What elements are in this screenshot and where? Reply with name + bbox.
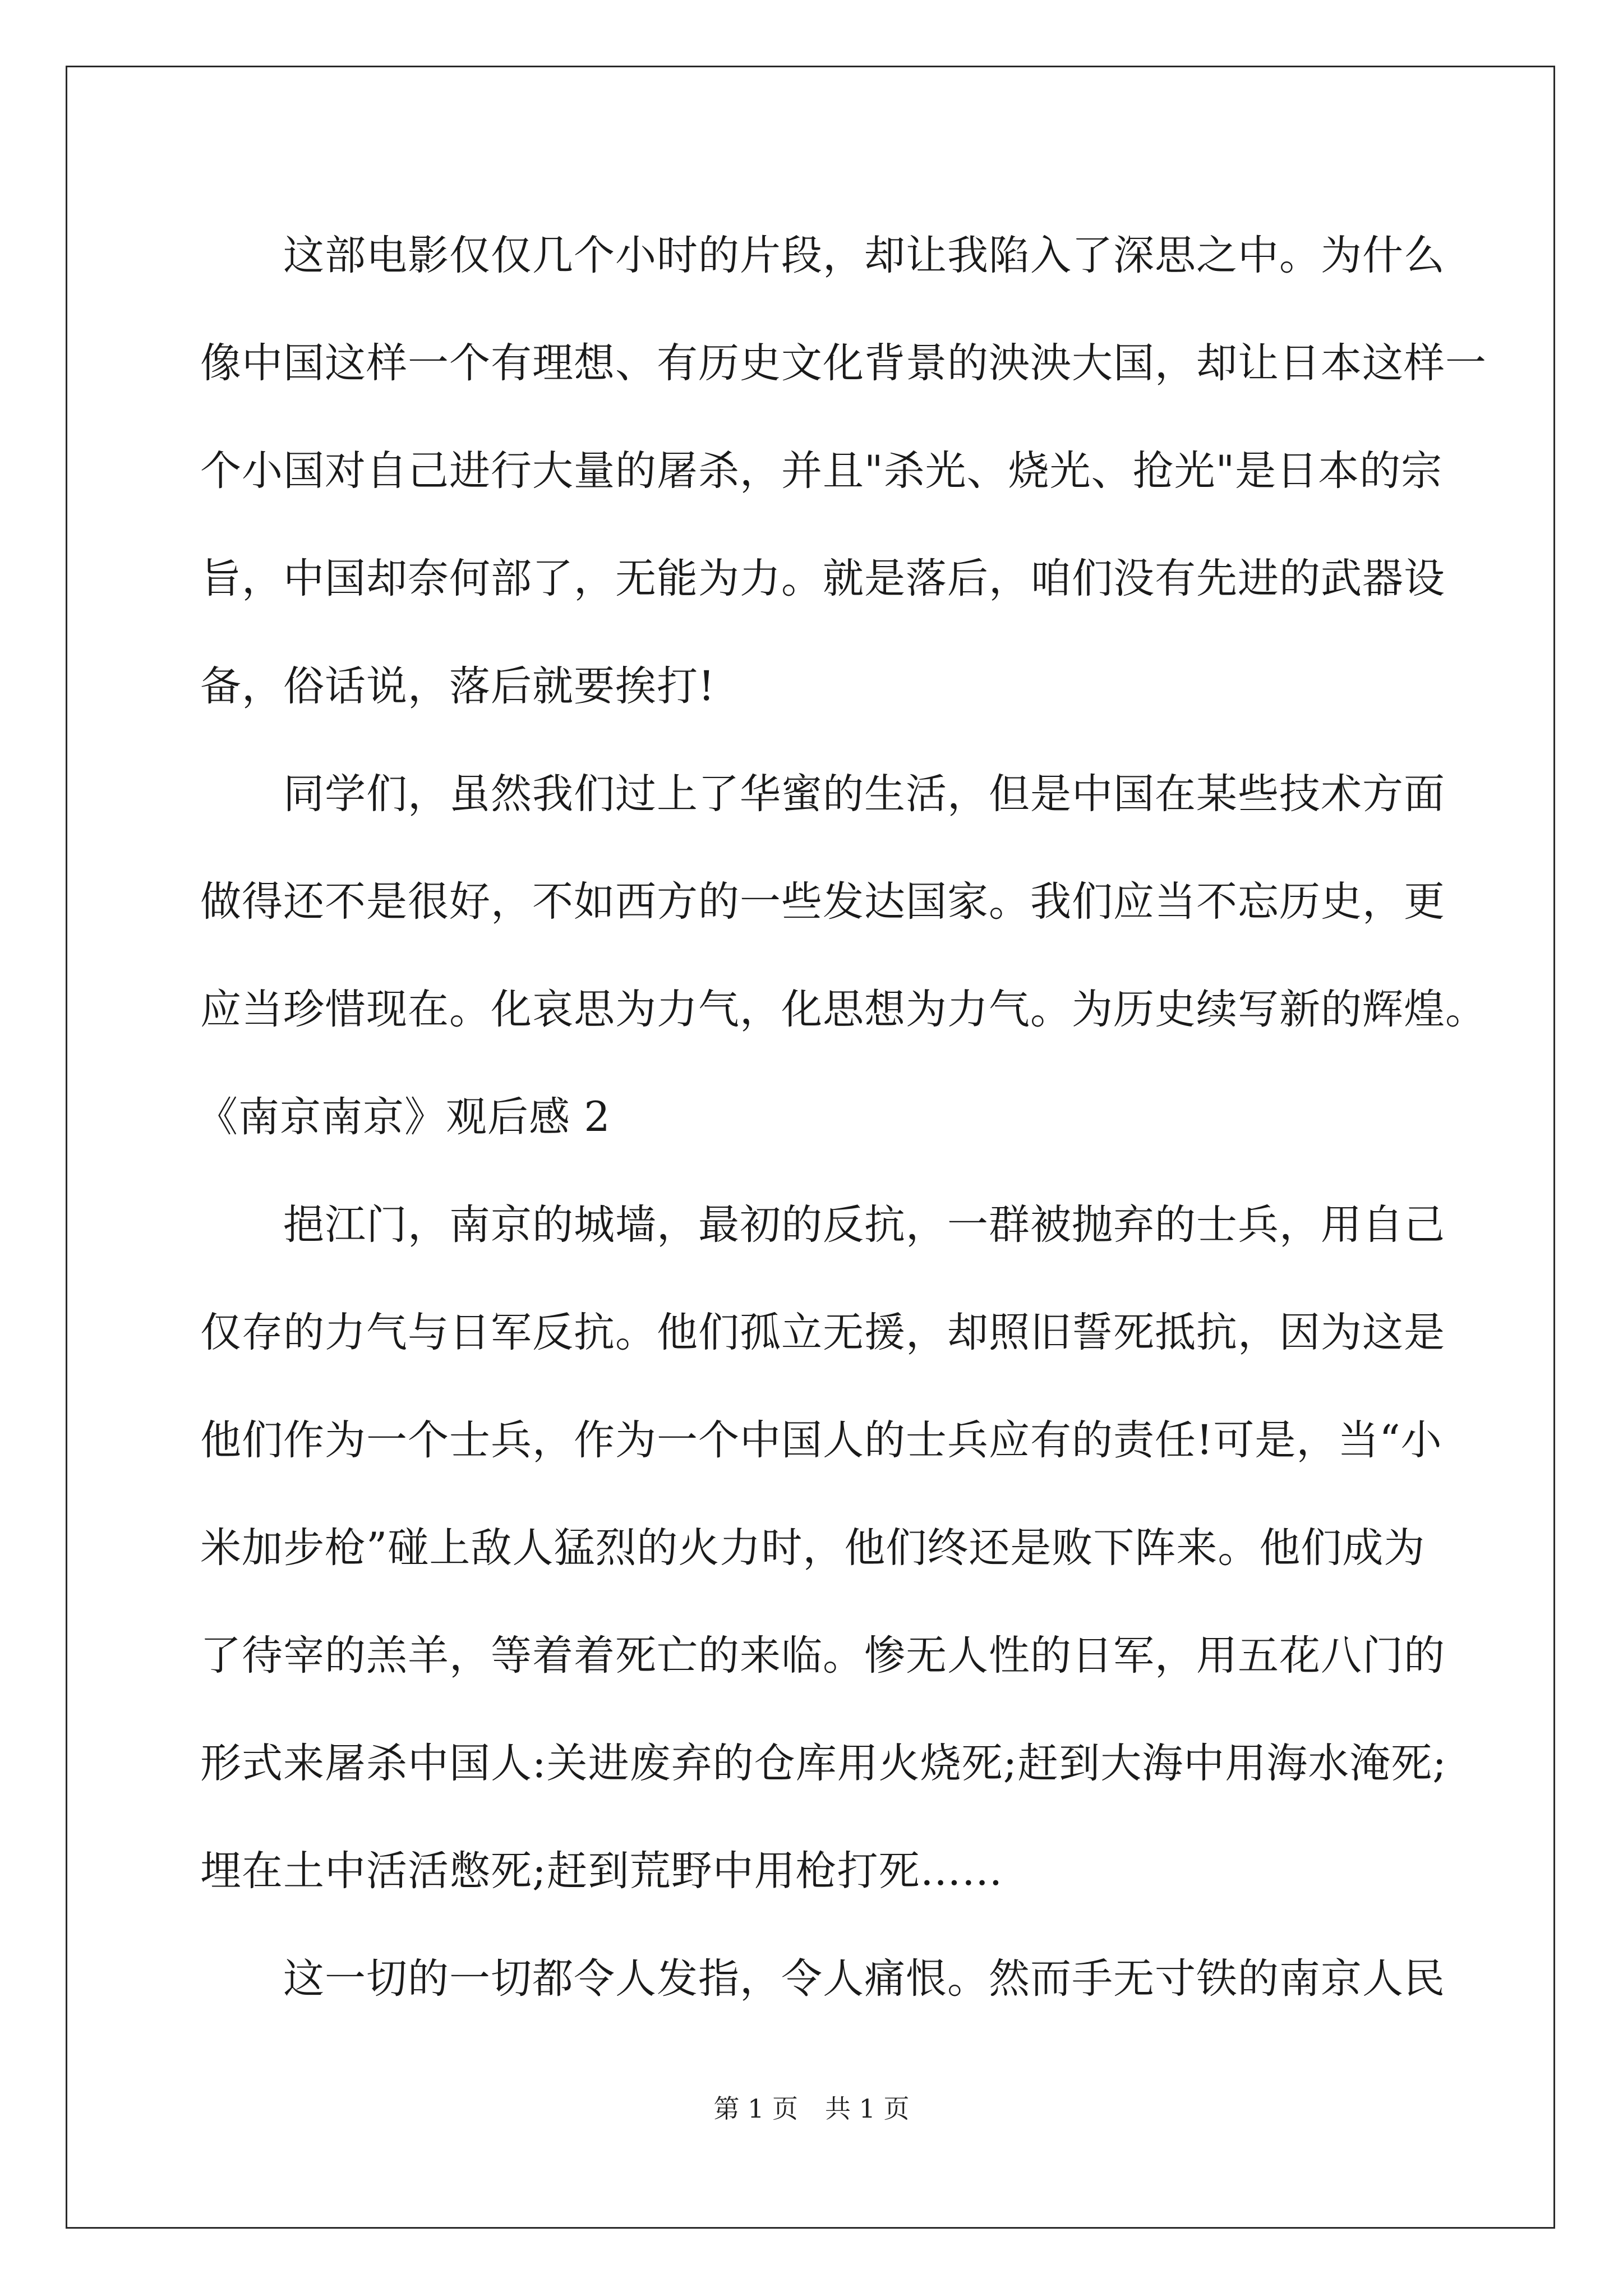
text-line: 仅存的力气与日军反抗。他们孤立无援，却照旧誓死抵抗，因为这是 xyxy=(200,1309,1445,1356)
text-line: 挹江门，南京的城墙，最初的反抗，一群被抛弃的士兵，用自己 xyxy=(283,1201,1445,1249)
paragraph-3 xyxy=(200,1171,1447,1925)
paragraph-2 xyxy=(200,740,1487,1064)
paragraph-4 xyxy=(200,1925,1445,2033)
section-heading: 《南京南京》观后感 2 xyxy=(197,1093,611,1141)
text-line: 备，俗话说，落后就要挨打! xyxy=(200,662,716,710)
text-line: 同学们，虽然我们过上了华蜜的生活，但是中国在某些技术方面 xyxy=(283,770,1445,818)
paragraph-1 xyxy=(200,202,1487,740)
text-line: 应当珍惜现在。化哀思为力气，化思想为力气。为历史续写新的辉煌。 xyxy=(200,986,1487,1033)
text-line: 这一切的一切都令人发指，令人痛恨。然而手无寸铁的南京人民 xyxy=(283,1955,1445,2003)
page-number-total: 共 1 页 xyxy=(825,2093,910,2124)
text-line: 这部电影仅仅几个小时的片段，却让我陷入了深思之中。为什么 xyxy=(283,232,1445,279)
text-line: 做得还不是很好，不如西方的一些发达国家。我们应当不忘历史，更 xyxy=(200,878,1445,926)
page-number-current: 第 1 页 xyxy=(713,2093,798,2124)
text-line: 像中国这样一个有理想、有历史文化背景的泱泱大国，却让日本这样一 xyxy=(200,339,1487,387)
text-line: 了待宰的羔羊，等着着死亡的来临。惨无人性的日军，用五花八门的 xyxy=(200,1632,1445,1680)
text-line: 旨，中国却奈何部了，无能为力。就是落后，咱们没有先进的武器设 xyxy=(200,555,1445,602)
document-body xyxy=(197,202,1487,2033)
text-line: 个小国对自己进行大量的屠杀，并且"杀光、烧光、抢光"是日本的宗 xyxy=(200,447,1443,495)
text-line: 米加步枪”碰上敌人猛烈的火力时，他们终还是败下阵来。他们成为 xyxy=(200,1524,1426,1572)
page-footer xyxy=(0,2092,1623,2125)
text-line: 埋在土中活活憋死;赶到荒野中用枪打死…… xyxy=(200,1847,1003,1895)
text-line: 他们作为一个士兵，作为一个中国人的士兵应有的责任!可是，当“小 xyxy=(200,1416,1442,1464)
text-line: 形式来屠杀中国人:关进废弃的仓库用火烧死;赶到大海中用海水淹死; xyxy=(200,1740,1447,1787)
